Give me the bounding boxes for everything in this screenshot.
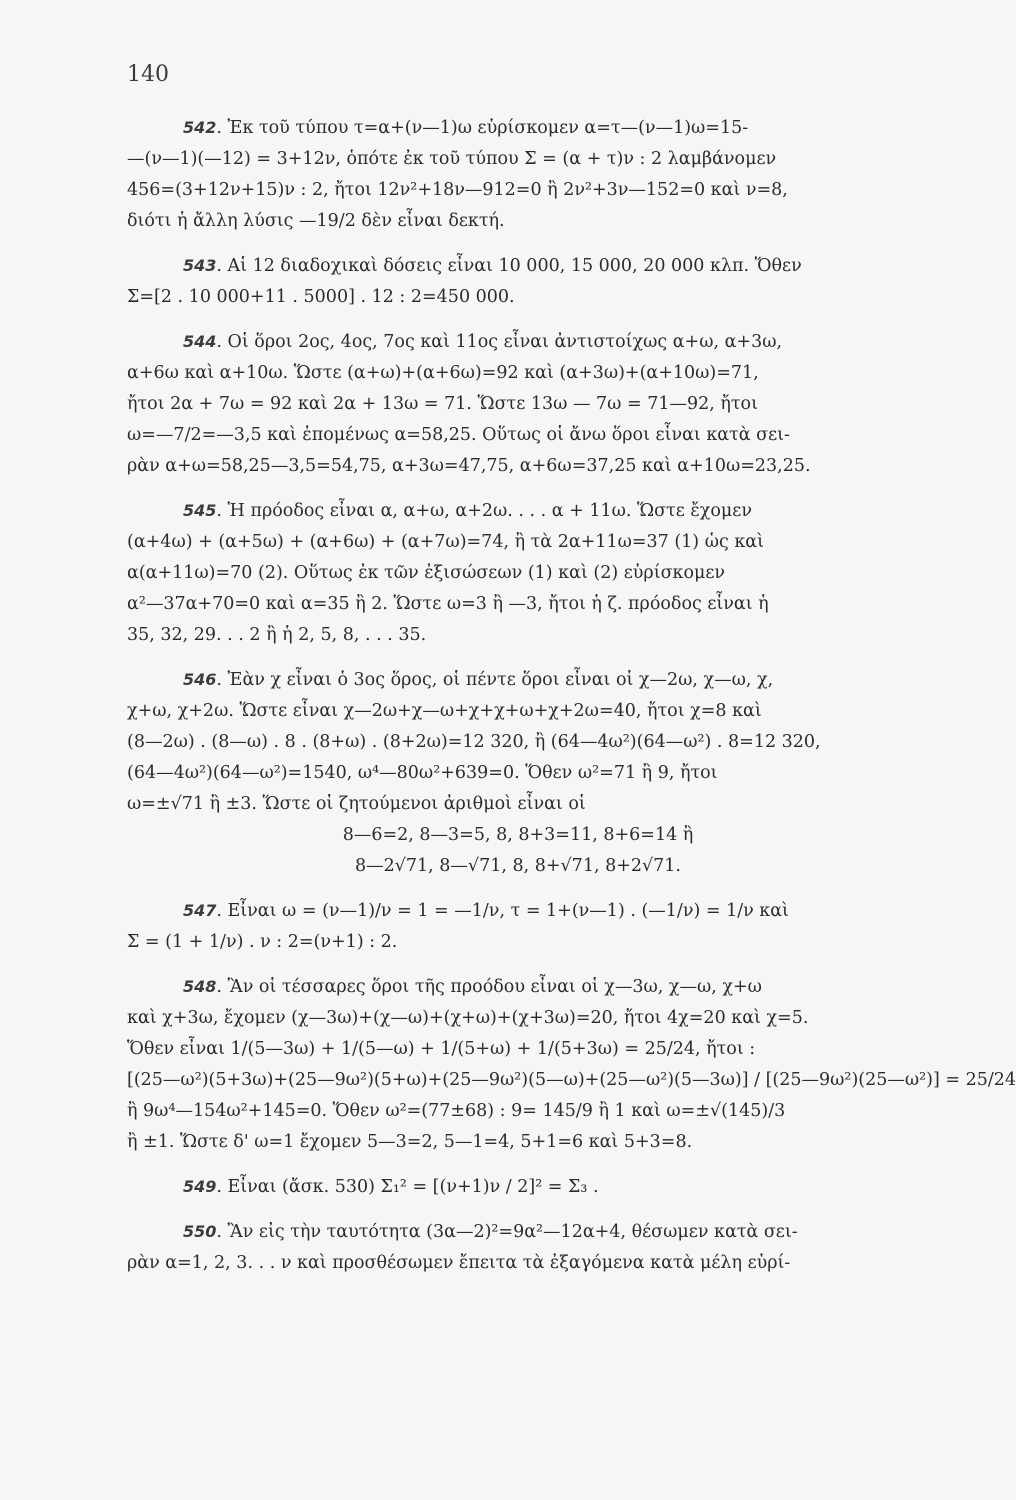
text-line: [127, 620, 909, 651]
text-line: [127, 1127, 909, 1158]
line-text: . Εἶναι ω = (ν—1)/ν = 1 = —1/ν, τ = 1+(ν—1) . (—1/ν) = 1/ν καὶ: [216, 901, 789, 921]
line-text: (8—2ω) . (8—ω) . 8 . (8+ω) . (8+2ω)=12 320, ἢ (64—4ω²)(64—ω²) . 8=12 320,: [127, 732, 821, 752]
text-line: [127, 112, 909, 144]
text-line: [127, 789, 909, 820]
page-number: 140: [127, 62, 169, 87]
line-text: —(ν—1)(—12) = 3+12ν, ὁπότε ἐκ τοῦ τύπου Σ = (α + τ)ν : 2 λαμβάνομεν: [127, 149, 777, 169]
line-text: . Αἱ 12 διαδοχικαὶ δόσεις εἶναι 10 000, 15 000, 20 000 κλπ. Ὅθεν: [216, 256, 802, 276]
text-line: [127, 1171, 909, 1203]
text-line: [127, 206, 909, 237]
line-text: ρὰν α=1, 2, 3. . . ν καὶ προσθέσωμεν ἔπειτα τὰ ἐξαγόμενα κατὰ μέλη εὑρί-: [127, 1253, 791, 1273]
exercise-543: [127, 250, 909, 313]
exercise-number: 545: [183, 501, 217, 520]
text-line: [127, 664, 909, 696]
line-text: . Ἡ πρόοδος εἶναι α, α+ω, α+2ω. . . . α + 11ω. Ὥστε ἔχομεν: [216, 501, 752, 521]
text-line: [127, 495, 909, 527]
exercise-550: [127, 1216, 909, 1279]
line-text: (64—4ω²)(64—ω²)=1540, ω⁴—80ω²+639=0. Ὅθεν ω²=71 ἢ 9, ἤτοι: [127, 763, 718, 783]
exercise-544: [127, 326, 909, 482]
line-text: 35, 32, 29. . . 2 ἢ ἡ 2, 5, 8, . . . 35.: [127, 625, 427, 645]
text-line: [127, 389, 909, 420]
line-text: [(25—ω²)(5+3ω)+(25—9ω²)(5+ω)+(25—9ω²)(5—ω)+(25—ω²)(5—3ω)] / [(25—9ω²)(25—ω²)] = 25/24: [127, 1070, 1016, 1090]
line-text: α(α+11ω)=70 (2). Οὕτως ἐκ τῶν ἐξισώσεων (1) καὶ (2) εὑρίσκομεν: [127, 563, 726, 583]
line-text: α²—37α+70=0 καὶ α=35 ἢ 2. Ὥστε ω=3 ἢ —3, ἤτοι ἡ ζ. πρόοδος εἶναι ἡ: [127, 594, 769, 614]
text-line: [127, 282, 909, 313]
line-text: 456=(3+12ν+15)ν : 2, ἤτοι 12ν²+18ν—912=0 ἢ 2ν²+3ν—152=0 καὶ ν=8,: [127, 180, 788, 200]
exercise-number: 546: [183, 670, 217, 689]
line-text: . Ἂν οἱ τέσσαρες ὅροι τῆς προόδου εἶναι οἱ χ—3ω, χ—ω, χ+ω: [216, 977, 762, 997]
exercise-549: [127, 1171, 909, 1203]
line-text: ἢ ±1. Ὥστε δ' ω=1 ἔχομεν 5—3=2, 5—1=4, 5+1=6 καὶ 5+3=8.: [127, 1132, 693, 1152]
exercise-number: 550: [183, 1222, 217, 1241]
exercise-number: 542: [183, 118, 217, 137]
text-line: [127, 1216, 909, 1248]
exercise-number: 549: [183, 1177, 217, 1196]
line-text: (α+4ω) + (α+5ω) + (α+6ω) + (α+7ω)=74, ἢ τὰ 2α+11ω=37 (1) ὡς καὶ: [127, 532, 764, 552]
text-line: [127, 358, 909, 389]
centered-line: 8—6=2, 8—3=5, 8, 8+3=11, 8+6=14 ἢ: [342, 825, 694, 845]
text-line: [127, 420, 909, 451]
text-line: [127, 696, 909, 727]
exercise-number: 543: [183, 256, 217, 275]
text-line: [127, 1034, 909, 1065]
line-text: Σ=[2 . 10 000+11 . 5000] . 12 : 2=450 000.: [127, 287, 515, 307]
text-line: [127, 527, 909, 558]
text-line: [127, 758, 909, 789]
line-text: . Εἶναι (ἄσκ. 530) Σ₁² = [(ν+1)ν / 2]² = Σ₃ .: [216, 1177, 599, 1197]
text-line: [127, 144, 909, 175]
line-text: ἢ 9ω⁴—154ω²+145=0. Ὅθεν ω²=(77±68) : 9= 145/9 ἢ 1 καὶ ω=±√(145)/3: [127, 1101, 786, 1121]
exercise-545: [127, 495, 909, 651]
line-text: ω=±√71 ἢ ±3. Ὥστε οἱ ζητούμενοι ἀριθμοὶ εἶναι οἱ: [127, 794, 586, 814]
text-line: [127, 451, 909, 482]
exercise-546: [127, 664, 909, 882]
text-line: [127, 250, 909, 282]
text-line: [127, 589, 909, 620]
page-text: [127, 112, 1016, 1292]
exercise-542: [127, 112, 909, 237]
line-text: . Ἂν εἰς τὴν ταυτότητα (3α—2)²=9α²—12α+4, θέσωμεν κατὰ σει-: [216, 1222, 798, 1242]
line-text: . Οἱ ὅροι 2ος, 4ος, 7ος καὶ 11ος εἶναι ἀντιστοίχως α+ω, α+3ω,: [216, 332, 783, 352]
line-text: ω=—7/2=—3,5 καὶ ἐπομένως α=58,25. Οὕτως οἱ ἄνω ὅροι εἶναι κατὰ σει-: [127, 425, 790, 445]
text-line: [127, 927, 909, 958]
line-text: ρὰν α+ω=58,25—3,5=54,75, α+3ω=47,75, α+6ω=37,25 καὶ α+10ω=23,25.: [127, 456, 811, 476]
line-text: χ+ω, χ+2ω. Ὥστε εἶναι χ—2ω+χ—ω+χ+χ+ω+χ+2ω=40, ἤτοι χ=8 καὶ: [127, 701, 762, 721]
exercise-number: 547: [183, 901, 217, 920]
exercise-547: [127, 895, 909, 958]
line-text: . Ἐὰν χ εἶναι ὁ 3ος ὅρος, οἱ πέντε ὅροι εἶναι οἱ χ—2ω, χ—ω, χ,: [216, 670, 774, 690]
exercise-number: 544: [183, 332, 217, 351]
text-line: [127, 1065, 1016, 1096]
exercise-548: [127, 971, 1016, 1158]
text-line: [127, 727, 909, 758]
line-text: διότι ἡ ἄλλη λύσις —19/2 δὲν εἶναι δεκτή.: [127, 211, 505, 231]
exercise-number: 548: [183, 977, 217, 996]
text-line: [127, 175, 909, 206]
text-line: [127, 895, 909, 927]
line-text: α+6ω καὶ α+10ω. Ὥστε (α+ω)+(α+6ω)=92 καὶ (α+3ω)+(α+10ω)=71,: [127, 363, 759, 383]
line-text: καὶ χ+3ω, ἔχομεν (χ—3ω)+(χ—ω)+(χ+ω)+(χ+3ω)=20, ἤτοι 4χ=20 καὶ χ=5.: [127, 1008, 809, 1028]
text-line: [127, 1248, 909, 1279]
line-text: Σ = (1 + 1/ν) . ν : 2=(ν+1) : 2.: [127, 932, 398, 952]
text-line: [127, 1096, 909, 1127]
line-text: ἤτοι 2α + 7ω = 92 καὶ 2α + 13ω = 71. Ὥστε 13ω — 7ω = 71—92, ἤτοι: [127, 394, 758, 414]
text-line: [127, 326, 909, 358]
text-line: [127, 1003, 909, 1034]
line-text: Ὅθεν εἶναι 1/(5—3ω) + 1/(5—ω) + 1/(5+ω) + 1/(5+3ω) = 25/24, ἤτοι :: [127, 1039, 756, 1059]
line-text: . Ἐκ τοῦ τύπου τ=α+(ν—1)ω εὑρίσκομεν α=τ—(ν—1)ω=15-: [216, 118, 749, 138]
centered-line: 8—2√71, 8—√71, 8, 8+√71, 8+2√71.: [354, 856, 681, 876]
text-line: [127, 558, 909, 589]
text-line: [127, 971, 909, 1003]
